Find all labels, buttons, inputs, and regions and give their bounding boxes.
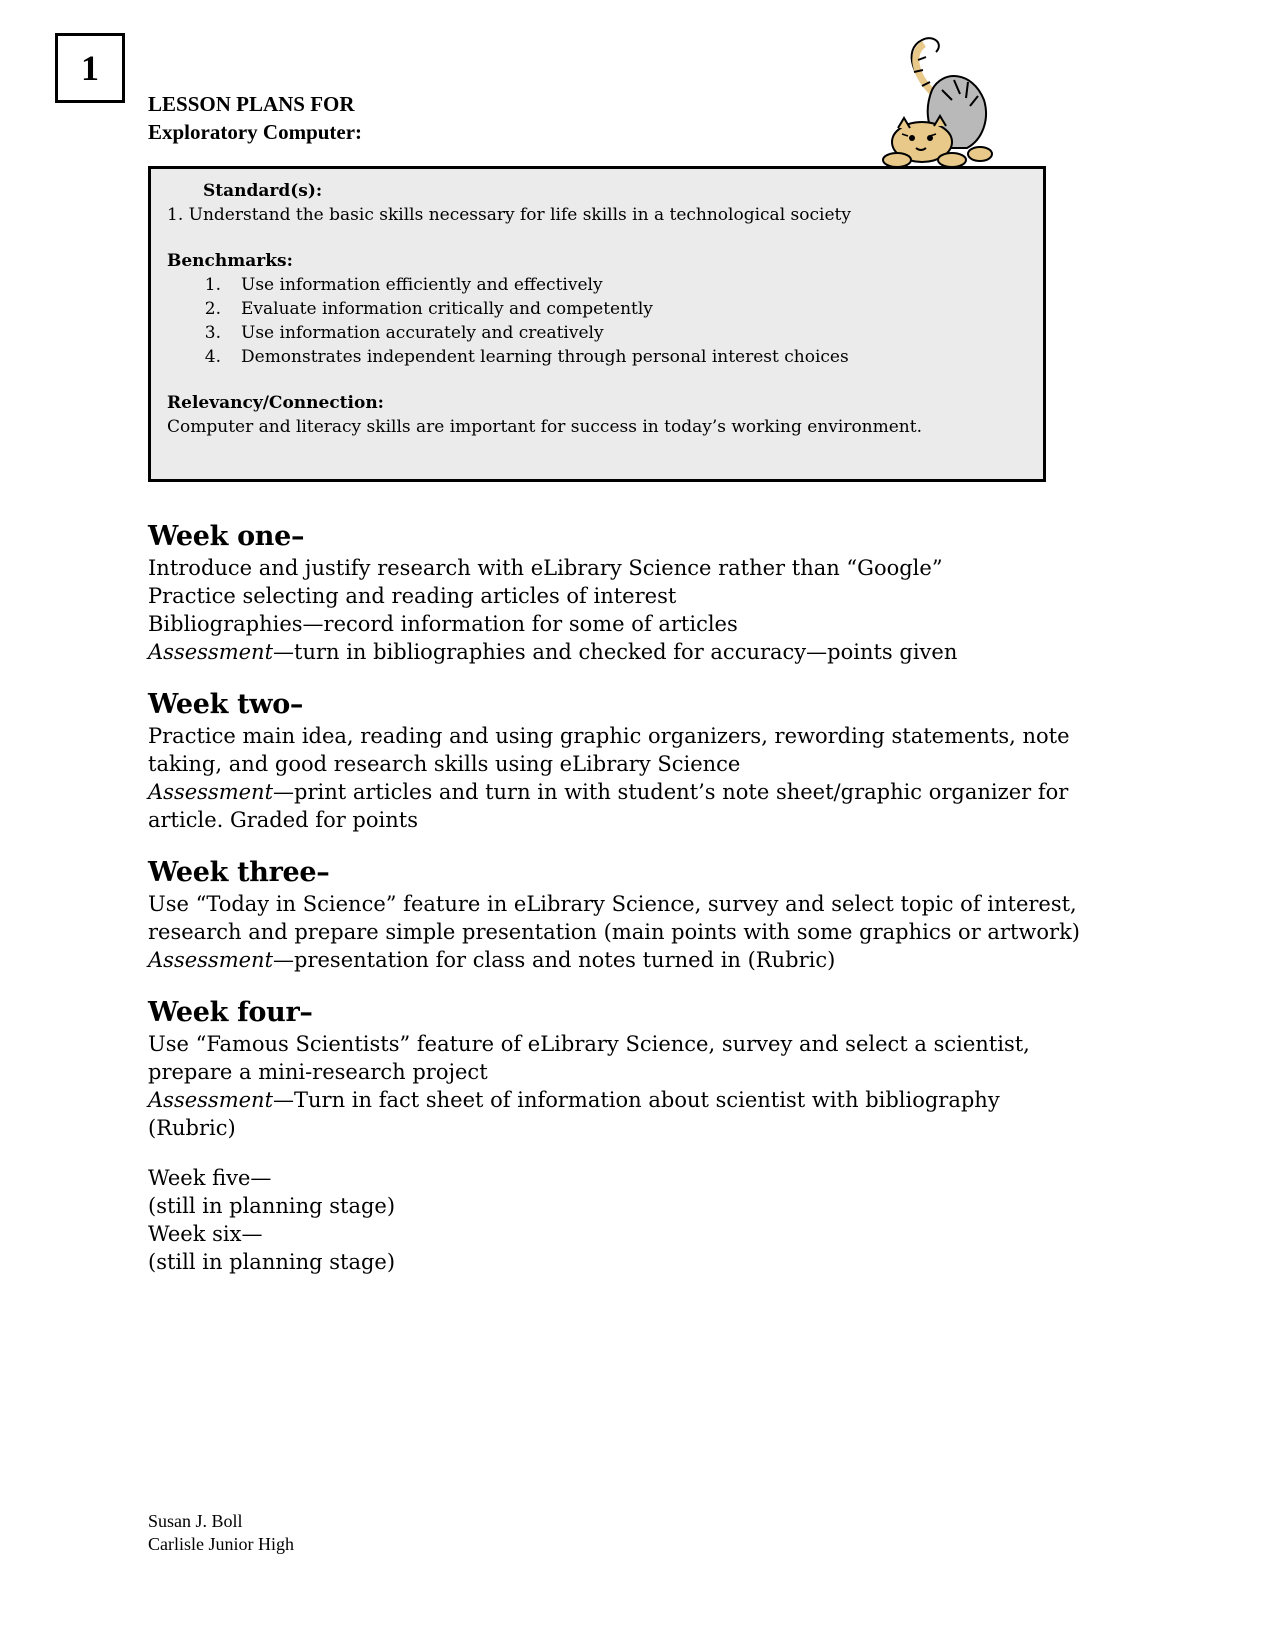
benchmark-text: Evaluate information critically and competently	[241, 299, 653, 319]
week-two-line-2: taking, and good research skills using eLibrary Science	[148, 752, 741, 776]
benchmark-number: 3.	[204, 323, 221, 343]
relevancy-text: Computer and literacy skills are important for success in today’s working environment.	[167, 417, 922, 437]
relevancy-heading: Relevancy/Connection:	[167, 393, 384, 413]
tiger-icon	[872, 30, 1032, 170]
week-three-assessment	[148, 946, 1148, 974]
benchmark-number: 4.	[204, 347, 221, 367]
week-six-note: (still in planning stage)	[148, 1250, 396, 1274]
week-four-line-2: prepare a mini-research project	[148, 1060, 488, 1084]
week-three-line-1: Use “Today in Science” feature in eLibrary Science, survey and select topic of interest,	[148, 892, 1077, 916]
week-four-section	[148, 996, 1148, 1142]
week-four-assessment-line-2: (Rubric)	[148, 1116, 236, 1140]
week-two-assessment	[148, 778, 1148, 806]
week-four-assessment	[148, 1086, 1148, 1114]
week-one-line-1: Introduce and justify research with eLibrary Science rather than “Google”	[148, 556, 943, 580]
assessment-text: —presentation for class and notes turned in (Rubric)	[273, 948, 836, 972]
week-six-heading: Week six—	[148, 1222, 263, 1246]
week-three-line-2: research and prepare simple presentation (main points with some graphics or artwork)	[148, 920, 1080, 944]
weekly-plan	[148, 520, 1148, 1276]
benchmarks-list	[167, 273, 1027, 369]
assessment-text: —turn in bibliographies and checked for accuracy—points given	[273, 640, 958, 664]
week-two-heading: Week two–	[148, 689, 304, 720]
list-item	[167, 297, 1027, 321]
assessment-label: Assessment	[148, 780, 274, 804]
week-one-line-3: Bibliographies—record information for some of articles	[148, 612, 738, 636]
standards-box	[148, 166, 1046, 482]
week-two-line-1: Practice main idea, reading and using graphic organizers, rewording statements, note	[148, 724, 1070, 748]
school-name: Carlisle Junior High	[148, 1534, 294, 1554]
benchmark-number: 1.	[204, 275, 221, 295]
lesson-plan-title	[148, 90, 362, 146]
list-item	[167, 345, 1027, 369]
week-four-line-1: Use “Famous Scientists” feature of eLibrary Science, survey and select a scientist,	[148, 1032, 1030, 1056]
footer	[148, 1510, 294, 1556]
week-four-heading: Week four–	[148, 997, 313, 1028]
week-three-heading: Week three–	[148, 857, 330, 888]
week-two-assessment-line-2: article. Graded for points	[148, 808, 418, 832]
benchmarks-heading: Benchmarks:	[167, 251, 293, 271]
assessment-label: Assessment	[148, 948, 274, 972]
benchmark-text: Use information accurately and creatively	[241, 323, 604, 343]
assessment-text: —Turn in fact sheet of information about scientist with bibliography	[273, 1088, 1000, 1112]
benchmark-text: Demonstrates independent learning through personal interest choices	[241, 347, 849, 367]
week-five-section	[148, 1164, 1148, 1220]
list-item	[167, 321, 1027, 345]
week-six-section	[148, 1220, 1148, 1276]
benchmark-text: Use information efficiently and effectively	[241, 275, 603, 295]
week-one-assessment	[148, 638, 1148, 666]
week-one-section	[148, 520, 1148, 666]
title-line-2: Exploratory Computer:	[148, 120, 363, 144]
week-three-section	[148, 856, 1148, 974]
author-name: Susan J. Boll	[148, 1511, 243, 1531]
week-two-section	[148, 688, 1148, 834]
title-line-1: LESSON PLANS FOR	[148, 92, 355, 116]
standard-text: 1. Understand the basic skills necessary for life skills in a technological society	[167, 205, 851, 225]
assessment-label: Assessment	[148, 640, 274, 664]
benchmark-number: 2.	[204, 299, 221, 319]
week-five-heading: Week five—	[148, 1166, 272, 1190]
assessment-text: —print articles and turn in with student’s note sheet/graphic organizer for	[273, 780, 1069, 804]
list-item	[167, 273, 1027, 297]
week-one-heading: Week one–	[148, 521, 305, 552]
page-number: 1	[81, 48, 99, 88]
page-number-box	[55, 33, 125, 103]
standards-heading: Standard(s):	[203, 181, 323, 201]
week-five-note: (still in planning stage)	[148, 1194, 396, 1218]
week-one-line-2: Practice selecting and reading articles of interest	[148, 584, 677, 608]
assessment-label: Assessment	[148, 1088, 274, 1112]
